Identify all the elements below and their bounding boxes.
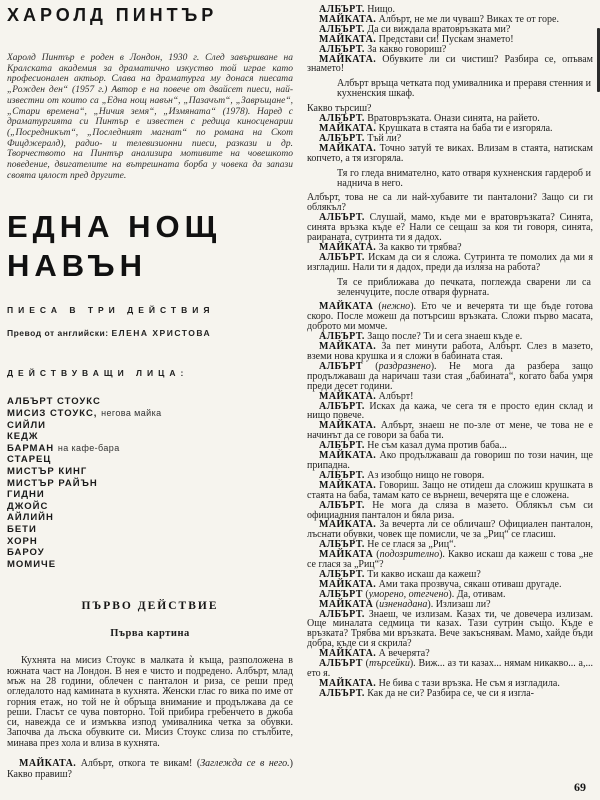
left-dialogue xyxy=(7,759,293,780)
speaker-name: АЛБЪРТ xyxy=(319,588,363,600)
dialogue-line: АЛБЪРТ. Как да не си? Разбира се, че си я изгла- xyxy=(319,687,534,699)
speaker-name: МАЙКАТА. xyxy=(319,13,377,25)
dialogue-line: МАЙКАТА (изненадана). Излизаш ли? xyxy=(319,598,491,610)
cast-item xyxy=(7,536,293,548)
dialogue-line: МАЙКАТА. За пет минути работа, Албърт. Слез в мазето, вземи нова крушка и я сложи в бабината стая. xyxy=(307,341,593,362)
speaker-name: АЛБЪРТ. xyxy=(319,499,365,511)
speaker-name: МАЙКАТА. xyxy=(19,758,77,770)
speaker-name: АЛБЪРТ. xyxy=(319,539,365,551)
dialogue-continuation-line: Какво търсиш? xyxy=(307,103,372,115)
dialogue-line: МАЙКАТА. Крушката в стаята на баба ти е изгоряла. xyxy=(319,122,553,134)
cast-name: ГИДНИ xyxy=(7,489,45,501)
delivery-cue: раздразнено xyxy=(378,360,431,372)
speaker-name: МАЙКАТА. xyxy=(319,578,377,590)
cast-name: АЛБЪРТ СТОУКС xyxy=(7,396,101,408)
translation-credit xyxy=(7,328,293,338)
speaker-name: МАЙКАТА. xyxy=(319,450,377,462)
stage-direction: Тя го гледа внимателно, като отваря кухненския гардероб и наднича в него. xyxy=(337,167,591,189)
play-title xyxy=(7,207,293,285)
cast-note: на кафе-бара xyxy=(57,442,120,453)
dialogue-line: АЛБЪРТ. Да си виждала вратовръзката ми? xyxy=(319,23,511,35)
cast-note: негова майка xyxy=(101,408,162,419)
speaker-name: АЛБЪРТ. xyxy=(319,568,365,580)
cast-item xyxy=(7,559,293,571)
speaker-name: МАЙКАТА. xyxy=(319,648,377,660)
play-title-line2: НАВЪН xyxy=(7,248,147,284)
dialogue-line: МАЙКАТА (подозрително). Какво искаш да кажеш с това „не се глася за „Риц“? xyxy=(307,549,593,571)
stage-direction: Тя се приближава до печката, поглежда сварени ли са зеленчуците, после отваря фурната. xyxy=(337,276,591,298)
cast-heading: ДЕЙСТВУВАЩИ ЛИЦА: xyxy=(7,368,189,379)
act-heading: ПЪРВО ДЕЙСТВИЕ xyxy=(81,600,219,613)
dialogue-line: МАЙКАТА. А вечерята? xyxy=(319,648,430,660)
dialogue-line: АЛБЪРТ. Не мога да сляза в мазето. Облякъл съм си официалния панталон и бяла риза. xyxy=(307,499,593,521)
dialogue-line: АЛБЪРТ. Защо после? Ти и сега знаеш къде е. xyxy=(319,331,523,343)
speaker-name: АЛБЪРТ. xyxy=(319,687,365,699)
dialogue-line: АЛБЪРТ. Не се глася за „Риц“. xyxy=(319,539,457,551)
delivery-cue: уморено, отегчено xyxy=(368,588,449,600)
speaker-name: МАЙКАТА xyxy=(319,549,374,561)
speaker-name: АЛБЪРТ xyxy=(319,360,363,372)
speaker-name: МАЙКАТА. xyxy=(319,420,377,432)
speaker-name: МАЙКАТА. xyxy=(319,519,377,531)
cast-item xyxy=(7,524,293,536)
dialogue-line: АЛБЪРТ. Вратовръзката. Онази синята, на райето. xyxy=(319,113,540,125)
cast-name: БАРОУ xyxy=(7,547,45,559)
dialogue-line: АЛБЪРТ. Исках да кажа, че сега тя е просто един склад и нищо повече. xyxy=(307,400,593,422)
speaker-name: МАЙКАТА. xyxy=(319,142,377,154)
speaker-name: МАЙКАТА. xyxy=(319,390,377,402)
speaker-name: АЛБЪРТ. xyxy=(319,43,365,55)
dialogue-line: МАЙКАТА. За вечерта ли се обличаш? Официален панталон, лъснати обувки, човек ще помисли, че за „Риц“ се гласиш. xyxy=(307,519,593,541)
dialogue-line: МАЙКАТА. Не бива с тази връзка. Не съм я изгладила. xyxy=(319,677,560,689)
speaker-name: МАЙКАТА. xyxy=(319,479,377,491)
speaker-name: АЛБЪРТ. xyxy=(319,132,365,144)
speaker-name: МАЙКАТА xyxy=(319,598,374,610)
speaker-name: АЛБЪРТ. xyxy=(319,4,365,15)
cast-item xyxy=(7,547,293,559)
speaker-name: МАЙКАТА. xyxy=(319,341,377,353)
delivery-cue: подозрително xyxy=(379,549,440,561)
cast-item xyxy=(7,478,293,490)
speaker-name: МАЙКАТА. xyxy=(319,122,377,134)
translator-name: ЕЛЕНА ХРИСТОВА xyxy=(111,328,212,339)
dialogue-line: АЛБЪРТ. Тъй ли? xyxy=(319,132,402,144)
dialogue-line: МАЙКАТА. Обувките ли си чистиш? Разбира се, опъвам знамето! xyxy=(307,53,593,75)
left-column xyxy=(7,5,293,796)
page-number: 69 xyxy=(574,780,586,794)
cast-item xyxy=(7,454,293,466)
speaker-name: МАЙКАТА. xyxy=(319,53,377,65)
cast-item xyxy=(7,443,293,455)
author-heading: ХАРОЛД ПИНТЪР xyxy=(7,5,218,25)
cast-item xyxy=(7,396,293,408)
dialogue-line: МАЙКАТА. За какво ти трябва? xyxy=(319,241,462,253)
dialogue-line: МАЙКАТА. Представи си! Пускам знамето! xyxy=(319,33,514,45)
speaker-name: МАЙКАТА. xyxy=(319,241,377,253)
speaker-name: АЛБЪРТ. xyxy=(319,212,365,224)
cast-name: СТАРЕЦ xyxy=(7,454,52,466)
dialogue-line: АЛБЪРТ. Ти какво искаш да кажеш? xyxy=(319,568,481,580)
dialogue-line: АЛБЪРТ (уморено, отегчено). Да, отивам. xyxy=(319,588,506,600)
cast-name: КЕДЖ xyxy=(7,431,39,443)
speaker-name: АЛБЪРТ. xyxy=(319,113,365,125)
speaker-name: АЛБЪРТ. xyxy=(319,440,365,452)
dialogue-line: МАЙКАТА. Албърт, откога те викам! (Заглежда се в него.) Какво правиш? xyxy=(7,758,293,780)
dialogue-line: МАЙКАТА. Албърт, не ме ли чуваш? Виках те от горе. xyxy=(319,13,559,25)
dialogue-line: МАЙКАТА. Ами така прозвуча, сякаш отиваш другаде. xyxy=(319,578,562,590)
stage-direction: Албърт връща четката под умивалника и преравя стенния и кухненския шкаф. xyxy=(337,78,591,100)
cast-item xyxy=(7,408,293,420)
dialogue-line: АЛБЪРТ. Аз изобщо нищо не говоря. xyxy=(319,469,485,481)
dialogue-continuation xyxy=(307,5,593,699)
delivery-cue: търсейки xyxy=(368,658,410,670)
play-subtitle: ПИЕСА В ТРИ ДЕЙСТВИЯ xyxy=(7,305,215,316)
dialogue-line: АЛБЪРТ. Знаеш, че излизам. Казах ти, че довечера излизам. Още миналата седмица ти казах. Тази сутрин също. Къде е връзката? Трябва ми връзката. Вече закъснявам. Мамо, хайде бъди добра, къде си я скрила? xyxy=(307,608,593,650)
dialogue-line: АЛБЪРТ (търсейки). Виж... аз ти казах... нямам никакво... а,... ето я. xyxy=(307,658,593,679)
dialogue-line: АЛБЪРТ. Искам да си я сложа. Сутринта те помолих да ми я изгладиш. Нали ти я дадох, преди да изляза на работа? xyxy=(307,251,593,273)
dialogue-line: МАЙКАТА. Точно затуй те виках. Влизам в стаята, натискам копчето, а тя изгоряла. xyxy=(307,142,593,164)
cast-item xyxy=(7,512,293,524)
speaker-name: АЛБЪРТ xyxy=(319,658,363,670)
translation-prefix: Превод от английски: xyxy=(7,328,109,339)
speaker-name: АЛБЪРТ. xyxy=(319,23,365,35)
cast-name: ХОРН xyxy=(7,535,38,547)
cast-name: БЕТИ xyxy=(7,523,37,535)
speaker-name: АЛБЪРТ. xyxy=(319,331,365,343)
dialogue-line: АЛБЪРТ. Слушай, мамо, къде ми е вратовръзката? Синята, синята връзка къде е? Нали се сещаш за коя ти говоря, синята, раираната, сутринта ти я дадох. xyxy=(307,212,593,244)
dialogue-line: МАЙКАТА. Ако продължаваш да говориш по този начин, ще припадна. xyxy=(307,450,593,471)
dialogue-line: МАЙКАТА. Албърт! xyxy=(319,390,414,402)
cast-item xyxy=(7,489,293,501)
dialogue-line: АЛБЪРТ. Нищо. xyxy=(319,4,396,15)
delivery-cue: нежно xyxy=(381,301,411,313)
speaker-name: АЛБЪРТ. xyxy=(319,469,365,481)
dialogue-line: МАЙКАТА (нежно). Ето че и вечерята ти ще бъде готова скоро. После можеш да потърсиш връзката. Сложи първо масата, доброто ми момче. xyxy=(307,301,593,333)
right-column xyxy=(307,5,593,796)
cast-name: СИЙЛИ xyxy=(7,419,47,431)
delivery-cue: изненадана xyxy=(379,598,428,610)
dialogue-line: АЛБЪРТ (раздразнено). Не мога да разбера защо продължаваш да наричаш тази стая „бабината“, когато баба умря преди десет години. xyxy=(307,360,593,392)
dialogue-line: АЛБЪРТ. Не съм казал дума против баба... xyxy=(319,440,507,452)
cast-name: ДЖОЙС xyxy=(7,500,49,512)
scene-heading: Първа картина xyxy=(110,628,190,640)
cast-name: МИСТЪР КИНГ xyxy=(7,466,88,477)
dialogue-continuation-line: Албърт, това не са ли най-хубавите ти панталони? Защо си ги облякъл? xyxy=(307,192,593,214)
play-title-line1: ЕДНА НОЩ xyxy=(7,209,222,245)
cast-name: БАРМАН xyxy=(7,442,55,454)
cast-list xyxy=(7,396,293,570)
cast-item xyxy=(7,466,293,478)
dialogue-line: МАЙКАТА. Говориш. Защо не отидеш да сложиш крушката в стаята на баба, тамам като се върнеш, вечерята ще е сложена. xyxy=(307,479,593,501)
speaker-name: МАЙКАТА. xyxy=(319,33,377,45)
dialogue-line: МАЙКАТА. Албърт, знаеш не по-зле от мене, че това не е начинът да се говори за баба ти. xyxy=(307,420,593,442)
speaker-name: МАЙКАТА xyxy=(319,301,374,313)
cast-name: МОМИЧЕ xyxy=(7,558,57,570)
speaker-name: АЛБЪРТ. xyxy=(319,608,365,620)
author-bio: Харолд Пинтър е роден в Лондон, 1930 г. След завършване на Кралската академия за драматично изкуство той играе като професионален актьор. Слава на драматурга му донася пиесата „Рожден ден“ (1957 г.) Автор е на повече от двайсет пиеси, най-известни от които са „Една нощ навън“, „Пазачът“, „Завръщане“, „Стари времена“, „Ничия земя“, „Измяната“ (1978). Наред с драматургията си Пинтър е известен с редица киносценарии („Посредникът“, „Последният магнат“ по романа на Скот Фицджералд), радио- и телевизионни пиеси, разкази и др. Творчеството на Пинтър анализира мотивите на човешкото поведение, двигателите на вътрешната борба у човека да запази своята цялост пред другите. xyxy=(7,53,293,181)
cast-name: МИСТЪР РАЙЪН xyxy=(7,477,98,489)
cast-name: АЙЛИЙН xyxy=(7,512,54,524)
speaker-name: АЛБЪРТ. xyxy=(319,400,365,412)
speaker-name: МАЙКАТА. xyxy=(319,677,377,689)
opening-stage-directions: Кухнята на мисиз Стоукс в малката ѝ къща, разположена в южната част на Лондон. В нея е чисто и подредено. Албърт, млад мъж на 28 години, облечен с панталон и риза, се реши пред огледалото над камината в кухнята. Женски глас го вика по име от горния етаж, но той не ѝ обръща внимание и продължава да се реши. Гласът се чува повторно. Той прибира гребенчето в джоба си, навежда се и измъква изпод умивалника четка за обувки. Започва да лъска обувките си. Мисиз Стоукс слиза по стълбите, минава през хола и влиза в кухнята. xyxy=(7,655,293,749)
cast-item xyxy=(7,501,293,513)
cast-item xyxy=(7,420,293,432)
cast-name: МИСИЗ СТОУКС, xyxy=(7,408,98,420)
cast-item xyxy=(7,431,293,443)
dialogue-line: АЛБЪРТ. За какво говориш? xyxy=(319,43,447,55)
speaker-name: АЛБЪРТ. xyxy=(319,251,365,263)
stage-cue: Заглежда се в него. xyxy=(200,758,290,770)
